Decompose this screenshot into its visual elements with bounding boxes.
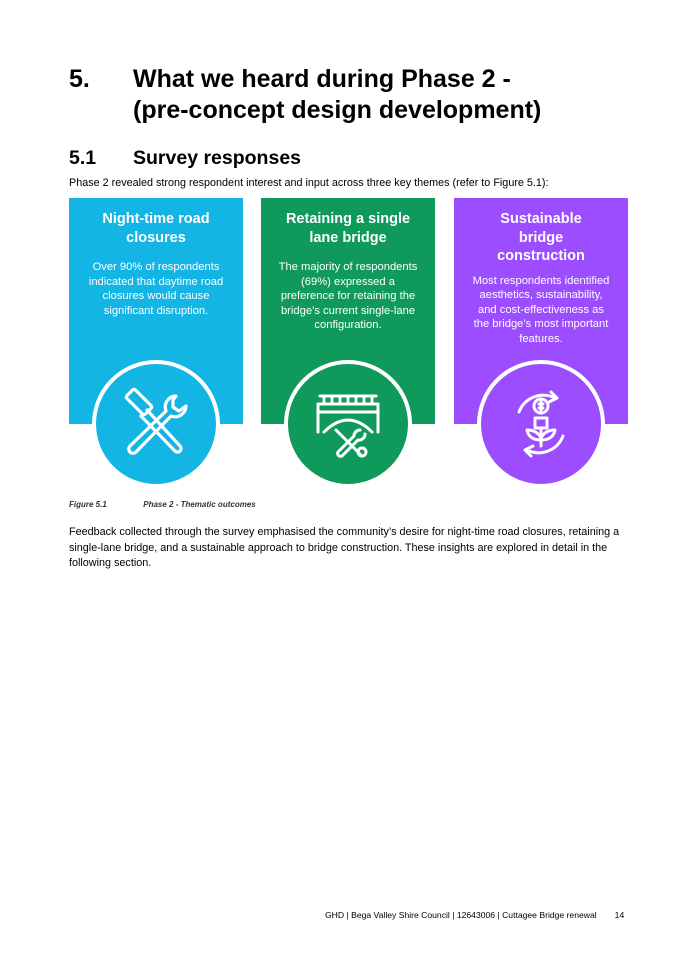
footer-text: GHD | Bega Valley Shire Council | 12643006 | Cuttagee Bridge renewal — [325, 910, 597, 920]
section-title — [133, 64, 541, 126]
body-paragraph: Feedback collected through the survey emphasised the community’s desire for night-time road closures, retaining a single-lane bridge, and a sustainable approach to bridge construction. These insights are explored in detail in the following section. — [69, 526, 620, 569]
bridge-tools-icon — [284, 360, 412, 488]
page-footer — [325, 910, 624, 920]
section-title-line-1: What we heard during Phase 2 - — [133, 65, 511, 93]
section-number: 5. — [69, 65, 90, 93]
figure-caption — [69, 500, 256, 509]
card-title: Retaining a single lane bridge — [285, 211, 411, 246]
figure-title: Phase 2 - Thematic outcomes — [143, 500, 256, 509]
card-body: Over 90% of respondents indicated that daytime road closures would cause significant disruption. — [88, 261, 224, 317]
card-title: Sustainable bridge construction — [497, 211, 585, 264]
page-number: 14 — [614, 910, 625, 920]
figure-label: Figure 5.1 — [69, 500, 107, 509]
card-body: The majority of respondents (69%) expressed a preference for retaining the bridge’s current single-lane configuration. — [278, 261, 418, 332]
sustainable-growth-icon — [477, 360, 605, 488]
subsection-heading — [69, 147, 301, 170]
subsection-number: 5.1 — [69, 147, 97, 169]
hammer-wrench-icon — [92, 360, 220, 488]
subsection-title: Survey responses — [133, 147, 302, 169]
card-title: Night-time road closures — [102, 211, 210, 246]
card-body: Most respondents identified aesthetics, sustainability, and cost-effectiveness as the bridge’s most important features. — [472, 274, 610, 345]
section-heading — [69, 64, 541, 126]
intro-text: Phase 2 revealed strong respondent interest and input across three key themes (refer to Figure 5.1): — [69, 177, 549, 189]
section-title-line-2: (pre-concept design development) — [133, 96, 542, 124]
